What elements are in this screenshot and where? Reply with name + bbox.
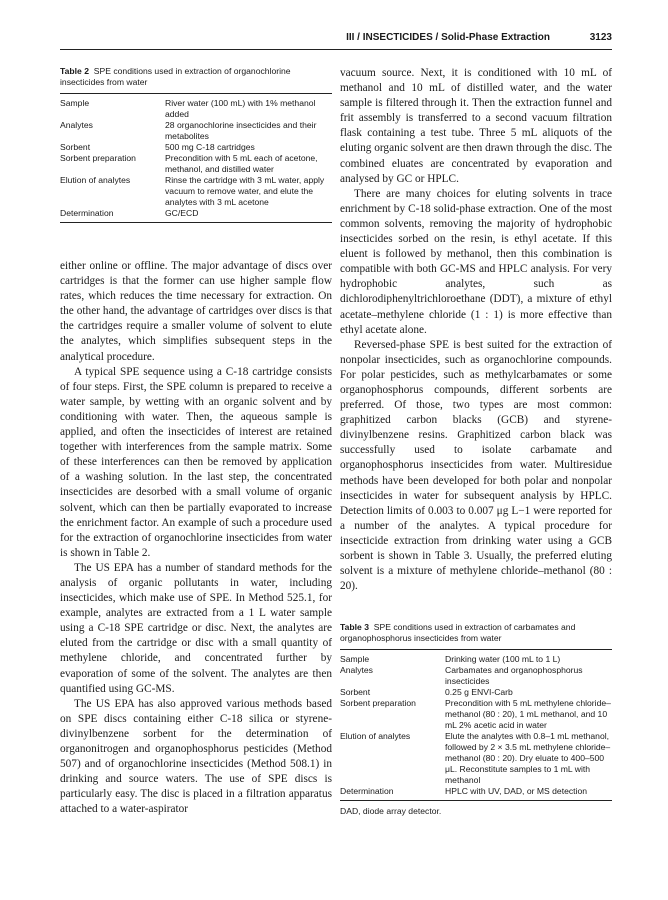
table-row bbox=[60, 175, 332, 208]
row-value: Rinse the cartridge with 3 mL water, apply vacuum to remove water, and elute the analytes with 3 mL acetone bbox=[165, 175, 325, 207]
row-value: GC/ECD bbox=[165, 208, 199, 218]
row-value: Precondition with 5 mL each of acetone, methanol, and distilled water bbox=[165, 153, 318, 174]
table-3-caption-text: SPE conditions used in extraction of carbamates and organophosphorus insecticides from water bbox=[340, 622, 576, 644]
header-title: III / INSECTICIDES / Solid-Phase Extraction bbox=[346, 32, 550, 43]
row-value: Drinking water (100 mL to 1 L) bbox=[445, 654, 561, 665]
table-row bbox=[340, 687, 612, 698]
table-2-caption-text: SPE conditions used in extraction of organochlorine insecticides from water bbox=[60, 66, 291, 87]
row-value: Precondition with 5 mL methylene chloride–methanol (80 : 20), 1 mL methanol, and 10 mL 2% acetic acid in water bbox=[445, 698, 611, 731]
row-value: Carbamates and organophosphorus insecticides bbox=[445, 665, 583, 687]
body-paragraph: The US EPA has a number of standard methods for the analysis of organic pollutants in water, including insecticides, which make use of SPE. In Method 525.1, for example, analytes are extracted from a 1 L water sample using a C-18 SPE cartridge or disc. Next, the analytes are eluted from the cartridge or disc with a small quantity of methylene chloride, and concentrated further by evaporation of some of the solvent. The analytes are then quantified using GC-MS. bbox=[60, 561, 332, 695]
row-label: Sample bbox=[60, 98, 90, 108]
right-column bbox=[340, 66, 612, 817]
table-3-caption bbox=[340, 622, 612, 644]
table-3 bbox=[340, 622, 612, 817]
row-value: River water (100 mL) with 1% methanol added bbox=[165, 98, 316, 119]
row-value: HPLC with UV, DAD, or MS detection bbox=[445, 786, 588, 797]
row-label: Sorbent bbox=[340, 687, 371, 698]
row-label: Analytes bbox=[340, 665, 373, 676]
row-label: Analytes bbox=[60, 120, 93, 130]
row-label: Sorbent preparation bbox=[60, 153, 136, 163]
row-value: 500 mg C-18 cartridges bbox=[165, 142, 255, 152]
row-label: Sample bbox=[340, 654, 370, 665]
body-paragraph: A typical SPE sequence using a C-18 cartridge consists of four steps. First, the SPE column is prepared to receive a water sample, by wetting with an organic solvent and by conditioning with water. Then, the aqueous sample is applied, and often the insecticides of interest are retained together with interferences from the sample matrix. Some of these interferences can then be removed by application of a washing solution. In the last step, the concentrated insecticides are desorbed with a small volume of organic solvent, which can then be partially evaporated to increase the enrichment factor. An example of such a procedure used for the extraction of organochlorine insecticides from water is shown in Table 2. bbox=[60, 365, 332, 559]
row-value: Elute the analytes with 0.8–1 mL methanol, followed by 2 × 3.5 mL methylene chloride–methanol (80 : 20). Dry eluate to 400–500 μL. Reconstitute samples to 1 mL with methanol bbox=[445, 731, 611, 786]
row-value: 28 organochlorine insecticides and their metabolites bbox=[165, 120, 317, 141]
table-2 bbox=[60, 66, 332, 223]
running-header bbox=[60, 32, 612, 50]
row-label: Determination bbox=[340, 786, 394, 797]
table-row bbox=[60, 98, 332, 120]
table-row bbox=[60, 120, 332, 142]
row-label: Elution of analytes bbox=[60, 175, 131, 185]
table-row bbox=[340, 654, 612, 665]
row-value: 0.25 g ENVI-Carb bbox=[445, 687, 513, 698]
table-row bbox=[340, 786, 612, 797]
table-3-footnote: DAD, diode array detector. bbox=[340, 806, 442, 817]
row-label: Determination bbox=[60, 208, 114, 218]
table-row bbox=[60, 153, 332, 175]
row-label: Elution of analytes bbox=[340, 731, 411, 742]
table-row bbox=[60, 142, 332, 153]
row-label: Sorbent bbox=[60, 142, 91, 152]
body-paragraph: vacuum source. Next, it is conditioned with 10 mL of methanol and 10 mL of distilled water, and the water sample is filtered through it. Then the extraction funnel and frit assembly is transferred to a second vacuum filtration flask containing a test tube. Three 5 mL aliquots of the eluting organic solvent are then drawn through the disc. The combined eluates are concentrated by evaporation and analysed by GC or HPLC. bbox=[340, 67, 612, 185]
row-label: Sorbent preparation bbox=[340, 698, 416, 709]
body-paragraph: Reversed-phase SPE is best suited for the extraction of nonpolar insecticides, such as organochlorine compounds. For polar pesticides, such as methylcarbamates or some organophosphorus compounds, different sorbents are preferred. Of those, two types are most common: graphitized carbon blacks (GCB) and styrene-divinylbenzene resins. Graphitized carbon black was successfully used to isolate carbamate and organophosphorus insecticides from water. Multiresidue methods have been developed for both polar and nonpolar insecticides in water for subsequent analysis by HPLC. Detection limits of 0.003 to 0.007 μg L−1 were reported for a number of the analytes. A typical procedure for insecticide extraction from drinking water using a GCB sorbent is shown in Table 3. Usually, the preferred eluting solvent is a mixture of methylene chloride–methanol (80 : 20). bbox=[340, 338, 612, 593]
page-number: 3123 bbox=[589, 32, 612, 43]
body-paragraph: The US EPA has also approved various methods based on SPE discs containing either C-18 silica or styrene-divinylbenzene sorbent for the determination of organonitrogen and organophosphorus pesticides (Method 507) and of organochlorine insecticides (Method 508.1) in drinking and source waters. The use of SPE discs is particularly easy. The disc is placed in a filtration apparatus attached to a water-aspirator bbox=[60, 697, 332, 816]
table-2-body bbox=[60, 93, 332, 223]
table-3-body bbox=[340, 649, 612, 801]
table-2-caption bbox=[60, 66, 332, 88]
table-2-label: Table 2 bbox=[60, 66, 89, 76]
table-row bbox=[340, 665, 612, 687]
table-row bbox=[60, 208, 332, 219]
table-row bbox=[340, 698, 612, 731]
body-paragraph: There are many choices for eluting solvents in trace enrichment by C-18 solid-phase extraction. One of the most common solvents, removing the majority of hydrophobic insecticides sorbed on the resin, is ethyl acetate. If this eluent is followed by methanol, then this combination is compatible with both GC-MS and HPLC analysis. For very hydrophobic analytes, such as dichlorodiphenyltrichloroethane (DDT), a mixture of ethyl acetate–methylene chloride (1 : 1) is more effective than ethyl acetate alone. bbox=[340, 187, 612, 336]
table-3-label: Table 3 bbox=[340, 622, 369, 633]
left-column bbox=[60, 66, 332, 817]
table-row bbox=[340, 731, 612, 786]
body-paragraph: either online or offline. The major advantage of discs over cartridges is that the former can use higher sample flow rates, which reduces the time necessary for extraction. On the other hand, the advantage of cartridges over discs is that the cartridges require a smaller volume of solvent to elute the analytes, which simplifies subsequent steps in the analytical procedure. bbox=[60, 260, 332, 363]
